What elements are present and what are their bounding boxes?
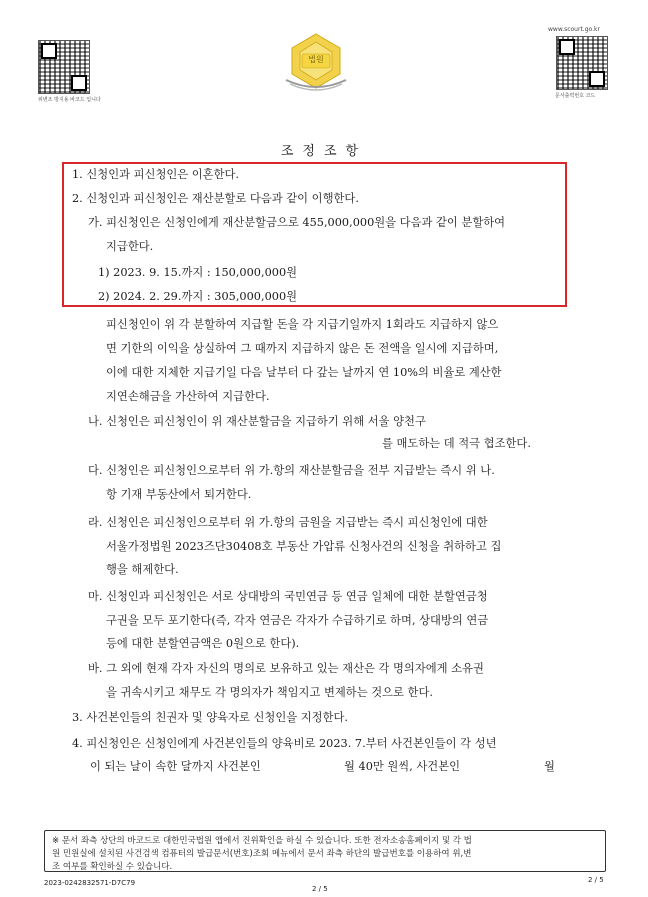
clause-2-ga: 가. 피신청인은 신청인에게 재산분할금으로 455,000,000원을 다음과 같이 분할하여 <box>88 216 506 229</box>
clause-2: 2. 신청인과 피신청인은 재산분할로 다음과 같이 이행한다. <box>72 192 359 205</box>
highlight-box <box>62 162 567 307</box>
issuance-number: 2023-0242832571-D7C79 <box>44 879 136 887</box>
clause-2-ra: 라. 신청인은 피신청인으로부터 위 가.항의 금원을 지급받는 즉시 피신청인에 대한 <box>88 516 488 529</box>
clause-4-cont-c: 월 <box>544 760 555 773</box>
clause-2-da: 다. 신청인은 피신청인으로부터 위 가.항의 재산분할금을 전부 지급받는 즉시 위 나. <box>88 464 495 477</box>
clause-2-ba-cont: 을 귀속시키고 채무도 각 명의자가 책임지고 변제하는 것으로 한다. <box>106 686 433 699</box>
document-title: 조정조항 <box>280 144 368 159</box>
clause-4-cont-b: 월 40만 원씩, 사건본인 <box>344 760 461 773</box>
clause-3: 3. 사건본인들의 친권자 및 양육자로 신청인을 지정한다. <box>72 711 348 724</box>
default-clause-line-3: 이에 대한 지체한 지급기일 다음 날부터 다 갚는 날까지 연 10%의 비율로 계산한 <box>106 366 502 379</box>
installment-2: 2) 2024. 2. 29.까지 : 305,000,000원 <box>98 290 298 303</box>
default-clause-line-4: 지연손해금을 가산하여 지급한다. <box>106 390 270 403</box>
page-number-right: 2 / 5 <box>588 876 604 884</box>
notice-line-3: 조 여부를 확인하실 수 있습니다. <box>52 862 173 872</box>
page-number-center: 2 / 5 <box>312 885 328 893</box>
right-barcode-caption: 문서출력번호 코드 <box>555 93 596 99</box>
clause-2-ma: 마. 신청인과 피신청인은 서로 상대방의 국민연금 등 연금 일체에 대한 분할연금청 <box>88 590 488 603</box>
court-url: www.scourt.go.kr <box>548 26 600 33</box>
default-clause-line-2: 면 기한의 이익을 상실하여 그 때까지 지급하지 않은 돈 전액을 일시에 지급하며, <box>106 342 499 355</box>
notice-line-2: 원 민원실에 설치된 사건검색 컴퓨터의 발급문서(번호)조회 메뉴에서 문서 좌측 하단의 발급번호를 이용하여 위,변 <box>52 849 472 859</box>
clause-2-ra-cont-2: 행을 해제한다. <box>106 563 179 576</box>
clause-2-ma-cont-1: 구권을 모두 포기한다(즉, 각자 연금은 각자가 수급하기로 하며, 상대방의 연금 <box>106 614 489 627</box>
default-clause-line-1: 피신청인이 위 각 분할하여 지급할 돈을 각 지급기일까지 1회라도 지급하지 않으 <box>106 318 499 331</box>
output-number-barcode <box>556 36 608 90</box>
verification-barcode <box>38 40 90 94</box>
clause-2-ra-cont-1: 서울가정법원 2023즈단30408호 부동산 가압류 신청사건의 신청을 취하하고 집 <box>106 540 502 553</box>
clause-2-na: 나. 신청인은 피신청인이 위 재산분할금을 지급하기 위해 서울 양천구 <box>88 415 426 428</box>
seal-text: 법원 <box>308 55 324 64</box>
installment-1: 1) 2023. 9. 15.까지 : 150,000,000원 <box>98 266 298 279</box>
clause-4-cont-a: 이 되는 날이 속한 달까지 사건본인 <box>90 760 261 773</box>
clause-2-na-cont: 를 매도하는 데 적극 협조한다. <box>382 437 531 450</box>
clause-2-da-cont: 항 기재 부동산에서 퇴거한다. <box>106 488 252 501</box>
notice-line-1: ※ 문서 좌측 상단의 바코드로 대한민국법원 앱에서 진위확인을 하실 수 있습니다. 또한 전자소송홈페이지 및 각 법 <box>52 836 472 846</box>
clause-2-ma-cont-2: 등에 대한 분할연금액은 0원으로 한다). <box>106 637 300 650</box>
left-barcode-caption: 위변조 방지용 바코드 입니다 <box>38 97 101 103</box>
clause-1: 1. 신청인과 피신청인은 이혼한다. <box>72 168 240 181</box>
clause-2-ba: 바. 그 외에 현재 각자 자신의 명의로 보유하고 있는 재산은 각 명의자에게 소유권 <box>88 662 484 675</box>
clause-2-ga-cont: 지급한다. <box>106 240 154 253</box>
clause-4: 4. 피신청인은 신청인에게 사건본인들의 양육비로 2023. 7.부터 사건본인들이 각 성년 <box>72 737 497 750</box>
